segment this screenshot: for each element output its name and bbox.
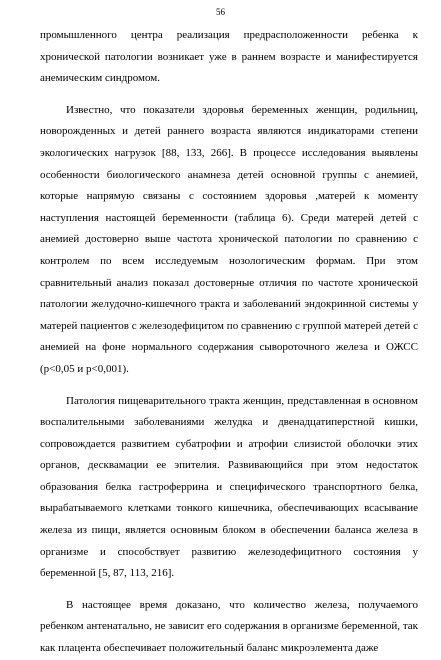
paragraph-health-indicators: Известно, что показатели здоровья беременных женщин, родильниц, новорожденных и детей раннего возраста являются индикаторами степени экологических нагрузок [88, 133, 266]. В процессе исследования выявлены особенности биологического анамнеза детей основной группы с анемией, которые напрямую связаны с состоянием здоровья ,матерей к моменту наступления настоящей беременности (таблица 6). Среди матерей детей с анемией достоверно выше частота хронической патологии по сравнению с контролем по всем исследуемым нозологическим формам. При этом сравнительный анализ показал достоверные отличия по частоте хронической патологии желудочно-кишечного тракта и заболеваний эндокринной системы у матерей пациентов с железодефицитом по сравнению с группой матерей детей с анемией на фоне нормального содержания сывороточного железа и ОЖСС (р<0,05 и р<0,001).: [40, 103, 418, 375]
paragraph-digestive-pathology: Патология пищеварительного тракта женщин, представленная в основном воспалительными заболеваниями желудка и двенадцатиперстной кишки, сопровождается развитием субатрофии и атрофии слизистой оболочки этих органов, десквамации ее эпителия. Развивающийся при этом недостаток образования белка гастроферрина и специфического транспортного белка, вырабатываемого клетками тонкого кишечника, обеспечивающих всасывание железа из пищи, является основным блоком в обеспечении баланса железа в организме и способствует развитию железодефицитного состояния у беременной [5, 87, 113, 216].: [40, 394, 418, 580]
paragraph-continuation: промышленного центра реализация предрасположенности ребенка к хронической патологии возникает уже в раннем возрасте и манифестируется анемическим синдромом.: [40, 29, 418, 85]
paragraph-placenta-iron: В настоящее время доказано, что количество железа, получаемого ребенком антенатально, не зависит его содержания в организме беременной, так как плацента обеспечивает положительный баланс микроэлемента даже: [40, 598, 418, 655]
page-number: 56: [216, 7, 225, 17]
document-body: [40, 25, 418, 660]
